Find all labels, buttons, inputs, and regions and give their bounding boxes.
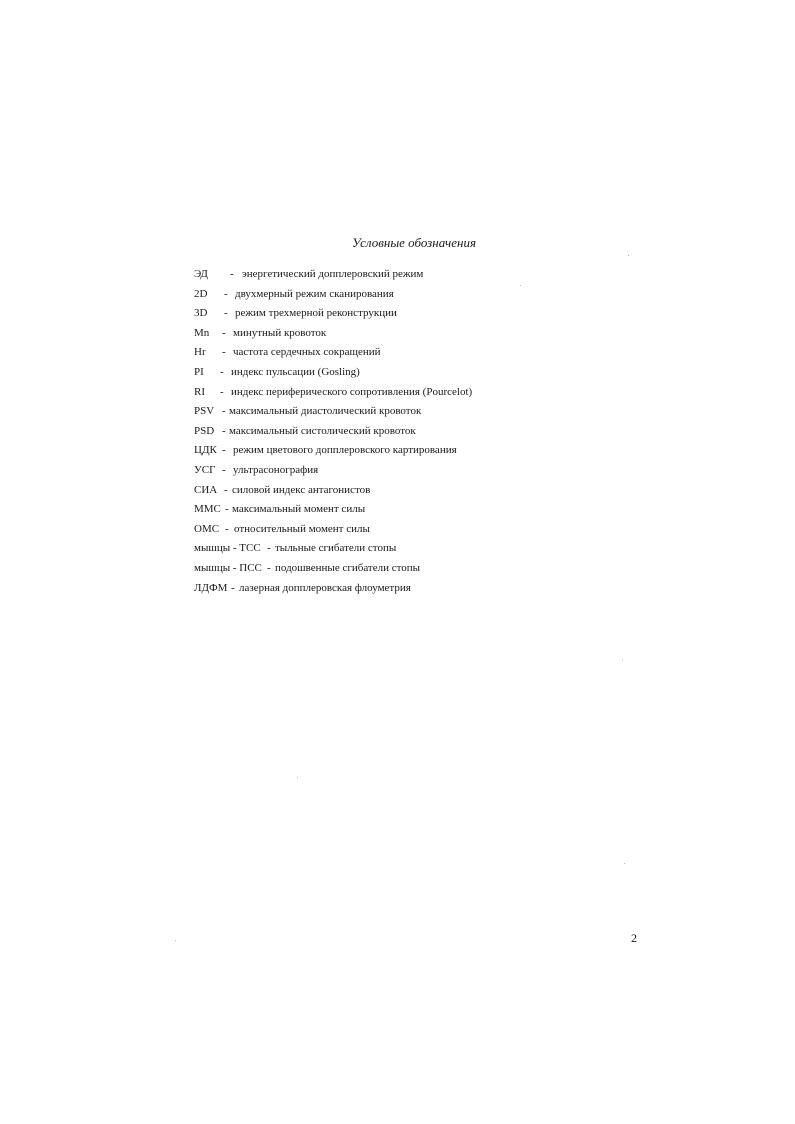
- abbreviation-term: ЭД: [194, 268, 208, 280]
- page-title: Условные обозначения: [352, 235, 476, 250]
- separator: -: [231, 581, 235, 594]
- separator: -: [267, 542, 271, 555]
- list-item: [194, 502, 472, 522]
- list-item: [194, 541, 472, 561]
- separator: -: [267, 561, 271, 574]
- abbreviation-term: 3D: [194, 307, 208, 320]
- abbreviation-list: [194, 267, 472, 600]
- abbreviation-definition: тыльные сгибатели стопы: [275, 542, 397, 555]
- abbreviation-definition: режим цветового допплеровского картирования: [233, 444, 457, 457]
- list-item: [194, 287, 472, 307]
- list-item: [194, 326, 472, 346]
- scan-speck: [628, 255, 629, 256]
- abbreviation-term: ЦДК: [194, 444, 217, 457]
- list-item: [194, 443, 472, 463]
- abbreviation-term: УСГ: [194, 463, 216, 476]
- abbreviation-term: мышцы - ПСС: [194, 561, 262, 574]
- list-item: [194, 267, 472, 287]
- list-item: [194, 365, 472, 385]
- separator: -: [224, 307, 228, 320]
- separator: -: [222, 444, 226, 457]
- scan-speck: [520, 285, 521, 286]
- separator: -: [224, 483, 228, 496]
- list-item: [194, 306, 472, 326]
- abbreviation-term: ММС: [194, 503, 221, 516]
- separator: -: [222, 463, 226, 476]
- scan-speck: [297, 777, 298, 778]
- list-item: [194, 483, 472, 503]
- abbreviation-term: ЛДФМ: [194, 581, 228, 594]
- abbreviation-definition: индекс пульсации (Gosling): [231, 365, 360, 378]
- separator: -: [224, 287, 228, 300]
- separator: -: [222, 326, 226, 339]
- separator: -: [222, 405, 226, 418]
- abbreviation-term: 2D: [194, 287, 208, 300]
- abbreviation-term: Mn: [194, 326, 210, 339]
- scan-speck: [624, 863, 625, 864]
- abbreviation-term: PI: [194, 365, 204, 378]
- list-item: [194, 581, 472, 601]
- list-item: [194, 424, 472, 444]
- separator: -: [222, 346, 226, 359]
- abbreviation-term: PSV: [194, 405, 215, 418]
- abbreviation-definition: лазерная допплеровская флоуметрия: [239, 581, 411, 594]
- abbreviation-definition: максимальный систолический кровоток: [229, 424, 416, 437]
- list-item: [194, 561, 472, 581]
- abbreviation-term: RI: [194, 385, 205, 398]
- abbreviation-definition: индекс периферического сопротивления (Pourcelot): [231, 385, 473, 398]
- abbreviation-definition: частота сердечных сокращений: [233, 346, 381, 359]
- separator: -: [230, 268, 234, 280]
- abbreviation-term: ОМС: [194, 522, 220, 535]
- list-item: [194, 463, 472, 483]
- abbreviation-definition: энергетический допплеровский режим: [242, 268, 424, 280]
- abbreviation-definition: относительный момент силы: [234, 522, 370, 535]
- separator: -: [225, 522, 229, 535]
- list-item: [194, 404, 472, 424]
- abbreviation-definition: силовой индекс антагонистов: [232, 483, 371, 496]
- list-item: [194, 345, 472, 365]
- abbreviation-definition: ультрасонография: [233, 463, 319, 476]
- separator: -: [220, 365, 224, 378]
- separator: -: [225, 503, 229, 516]
- abbreviation-term: мышцы - ТСС: [194, 542, 261, 555]
- scan-speck: [175, 940, 176, 941]
- separator: -: [220, 385, 224, 398]
- abbreviation-term: СИА: [194, 483, 218, 496]
- list-item: [194, 385, 472, 405]
- abbreviation-definition: минутный кровоток: [233, 326, 327, 339]
- abbreviation-definition: максимальный диастолический кровоток: [229, 405, 422, 418]
- page-number: 2: [631, 931, 637, 945]
- abbreviation-term: Hr: [194, 346, 206, 359]
- scan-speck: [622, 660, 623, 661]
- abbreviation-definition: подошвенные сгибатели стопы: [275, 561, 421, 574]
- abbreviation-definition: максимальный момент силы: [232, 503, 366, 516]
- abbreviation-definition: режим трехмерной реконструкции: [235, 307, 397, 320]
- abbreviation-definition: двухмерный режим сканирования: [235, 287, 394, 300]
- separator: -: [222, 424, 226, 437]
- abbreviation-term: PSD: [194, 424, 215, 437]
- list-item: [194, 522, 472, 542]
